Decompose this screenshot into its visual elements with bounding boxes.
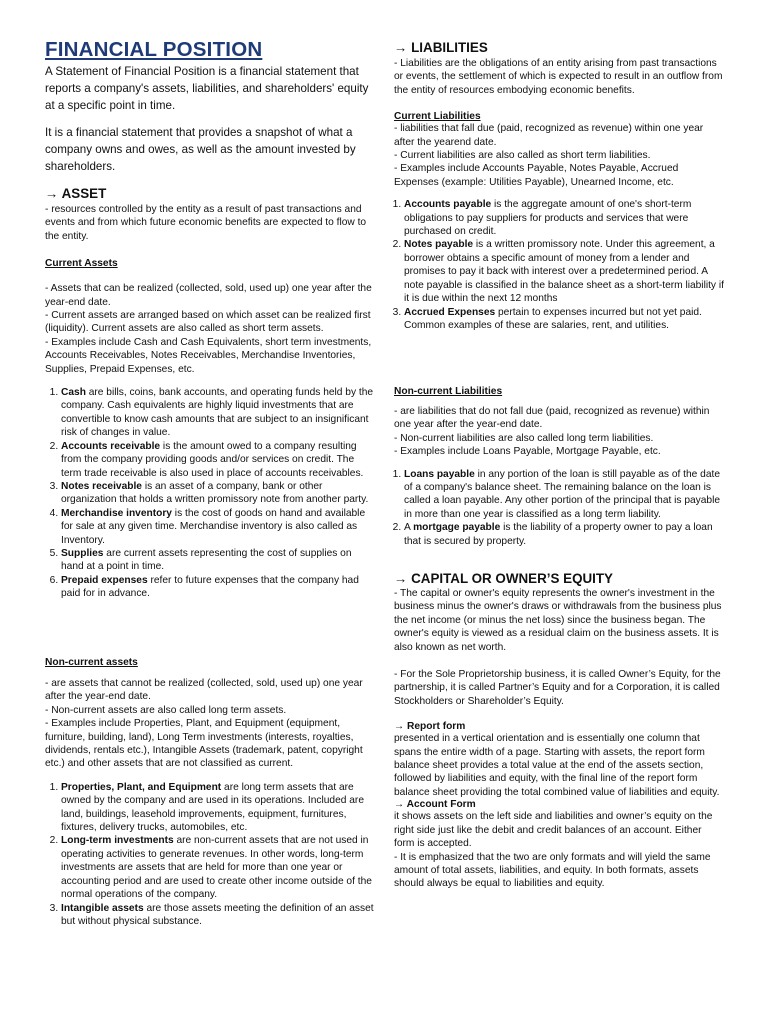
- term: Accounts receivable: [61, 440, 161, 452]
- bullet: - Non-current assets are also called long term assets.: [45, 704, 287, 716]
- bullet: - Examples include Accounts Payable, Notes Payable, Accrued Expenses (example: Utilities Payable), Unearned Income, etc.: [394, 163, 679, 188]
- noncurrent-assets-section: [45, 657, 375, 928]
- liabilities-heading: [394, 40, 724, 55]
- definition: are current assets representing the cost of supplies on hand at a point in time.: [61, 547, 352, 573]
- term: Notes receivable: [61, 480, 142, 492]
- asset-definition: - resources controlled by the entity as a result of past transactions and events and from which future economic benefits are expected to flow to the entity.: [45, 204, 367, 242]
- term: Accounts payable: [404, 199, 492, 211]
- arrow-right-icon: →: [394, 571, 408, 586]
- list-item: [61, 902, 375, 929]
- account-form-text: - It is emphasized that the two are only formats and will yield the same amount of total assets, liabilities, and equity. In both formats, assets should always be equal to liabilities and equity.: [394, 851, 711, 890]
- bullet: - Non-current liabilities are also called long term liabilities.: [394, 432, 654, 444]
- list-item: [404, 468, 724, 522]
- asset-heading: [45, 186, 375, 201]
- noncurrent-liabilities-bullets: [394, 405, 724, 459]
- bullet: - Examples include Loans Payable, Mortgage Payable, etc.: [394, 446, 661, 458]
- intro: [45, 63, 375, 175]
- intro-paragraph: A Statement of Financial Position is a financial statement that reports a company's assets, liabilities, and shareholders' equity at a specific point in time.: [45, 65, 369, 112]
- definition: are bills, coins, bank accounts, and operating funds held by the company. Cash equivalents are highly liquid investments that are convertible to know cash amounts that are subject to an insignificant risk of changes in value.: [61, 387, 374, 439]
- term: Loans payable: [404, 468, 475, 480]
- arrow-right-icon: →: [394, 40, 408, 55]
- term: mortgage payable: [413, 522, 501, 534]
- page-title: FINANCIAL POSITION: [45, 38, 263, 61]
- term: Properties, Plant, and Equipment: [61, 781, 222, 793]
- bullet: - Current assets are arranged based on which asset can be realized first (liquidity). Current assets are also called as short term assets.: [45, 310, 371, 335]
- list-item: [61, 440, 375, 480]
- equity-heading-label: CAPITAL OR OWNER’S EQUITY: [411, 571, 613, 586]
- report-form-heading-label: Report form: [407, 721, 466, 733]
- list-item: [61, 386, 375, 440]
- term: Cash: [61, 387, 86, 399]
- noncurrent-assets-bullets: [45, 677, 375, 771]
- definition: refer to future expenses that the company had paid for in advance.: [61, 574, 359, 600]
- term: Prepaid expenses: [61, 574, 148, 586]
- list-item: [61, 480, 375, 507]
- definition: are those assets meeting the definition of an asset but without physical substance.: [61, 902, 374, 927]
- liabilities-definition: - Liabilities are the obligations of an entity arising from past transactions or events, the settlement of which is expected to result in an outflow from the entity of resources embodying economic benefits.: [394, 58, 723, 96]
- current-assets-bullets: [45, 282, 375, 376]
- bullet: - Assets that can be realized (collected, sold, used up) one year after the year-end date.: [45, 283, 372, 308]
- noncurrent-liabilities-list: [386, 468, 724, 548]
- bullet: - Current liabilities are also called as short term liabilities.: [394, 150, 651, 162]
- equity-forms-note: - For the Sole Proprietorship business, it is called Owner’s Equity, for the partnership, it is called Partner’s Equity and for a Corporation, it is called Stockholders or Shareholder’s Equity.: [394, 669, 721, 707]
- list-item: [404, 198, 724, 238]
- noncurrent-assets-heading: Non-current assets: [45, 657, 138, 668]
- definition: in any portion of the loan is still payable as of the date of a company's balance sheet. The remaining balance on the loan is called a loan payable. Any other portion of the principal that is payable in more than one year is classified as a long term liability.: [404, 468, 721, 520]
- bullet: - liabilities that fall due (paid, recognized as revenue) within one year after the yearend date.: [394, 123, 704, 148]
- equity-definition: - The capital or owner's equity represents the owner's investment in the business minus the owner's draws or withdrawals from the business plus the net income (or minus the net loss) since the business began. The owner's equity is viewed as a residual claim on the business assets. It is also known as net worth.: [394, 588, 722, 653]
- term: Supplies: [61, 547, 104, 559]
- current-liabilities-list: [386, 198, 724, 332]
- term: Notes payable: [404, 239, 474, 251]
- definition: is a written promissory note. Under this agreement, a borrower obtains a specific amount of money from a lender and promises to pay it back with interest over a predetermined period. A note payable is classified in the balance sheet as a short-term liability if it is due within the next 12 months: [404, 239, 724, 305]
- bullet: - Examples include Cash and Cash Equivalents, short term investments, Accounts Receivables, Notes Receivables, Merchandise Inventories, Supplies, Prepaid Expenses, etc.: [45, 336, 372, 375]
- account-form-text: it shows assets on the left side and liabilities and owner’s equity on the right side just like the debit and credit balances of an account. Either form is accepted.: [394, 811, 713, 850]
- term: Accrued Expenses: [404, 306, 496, 318]
- prefix: A: [404, 522, 414, 534]
- list-item: [404, 306, 724, 333]
- definition: is the cost of goods on hand and available for sale at any given time. Merchandise inventory is also called as Inventory.: [61, 507, 366, 546]
- list-item: [61, 781, 375, 835]
- term: Intangible assets: [61, 902, 144, 914]
- noncurrent-assets-list: [43, 781, 375, 928]
- report-form-heading: [394, 721, 724, 732]
- arrow-right-icon: →: [394, 799, 405, 811]
- term: Long-term investments: [61, 835, 174, 847]
- list-item: [404, 238, 724, 305]
- definition: are long term assets that are owned by the company and are used in its operations. Included are land, buildings, leasehold improvements, equipment, furnitures, fixtures, delivery trucks, automobiles, etc.: [61, 781, 364, 834]
- definition: is the liability of a property owner to pay a loan that is secured by property.: [404, 522, 713, 547]
- equity-section: [394, 571, 724, 891]
- asset-section: [45, 186, 375, 601]
- definition: is the aggregate amount of one's short-term obligations to pay suppliers for products and services that were purchased on credit.: [404, 199, 692, 238]
- current-liabilities-bullets: [394, 122, 724, 189]
- term: Merchandise inventory: [61, 507, 172, 519]
- asset-heading-label: ASSET: [61, 186, 107, 201]
- noncurrent-liabilities-section: [394, 386, 724, 548]
- arrow-right-icon: →: [45, 186, 59, 201]
- definition: is the amount owed to a company resulting from the company providing goods and/or services on credit. The term trade receivable is also used in place of accounts receivables.: [61, 440, 364, 479]
- liabilities-section: [394, 40, 724, 332]
- report-form-text: presented in a vertical orientation and is essentially one column that spans the entire width of a page. Starting with assets, the report form balance sheet provides a total value at the end of the assets section, followed by liabilities and equity, with the final line of the report form balance sheet providing the total combined value of liabilities and equity.: [394, 733, 720, 798]
- current-assets-heading: Current Assets: [45, 258, 118, 270]
- account-form-heading-label: Account Form: [406, 799, 476, 811]
- list-item: [61, 574, 375, 601]
- bullet: - Examples include Properties, Plant, and Equipment (equipment, furniture, building, land), Long Term investments (interests, royalties, dividends, rentals etc.), Intangible Assets (trademark, patent, copyright etc.) and other assets that are not classified as current.: [45, 718, 363, 770]
- definition: are non-current assets that are not used in operating activities to generate revenues. In other words, long-term investments are assets that are held for more than one year or accounting period and are used to create other income outside of the normal operations of the company.: [61, 835, 372, 901]
- definition: is an asset of a company, bank or other organization that holds a written promissory note from another party.: [61, 480, 369, 506]
- account-form-heading: [394, 799, 724, 810]
- list-item: [61, 834, 375, 901]
- equity-heading: [394, 571, 724, 586]
- noncurrent-liabilities-heading: Non-current Liabilities: [394, 386, 503, 397]
- list-item: [61, 547, 375, 574]
- bullet: - are liabilities that do not fall due (paid, recognized as revenue) within one year after the year-end date.: [394, 406, 710, 431]
- liabilities-heading-label: LIABILITIES: [411, 40, 488, 55]
- current-liabilities-heading: Current Liabilities: [394, 111, 481, 123]
- bullet: - are assets that cannot be realized (collected, sold, used up) one year after the year-end date.: [45, 678, 363, 703]
- definition: pertain to expenses incurred but not yet paid. Common examples of these are salaries, rent, and utilities.: [404, 306, 702, 331]
- list-item: [404, 521, 724, 548]
- current-assets-list: [43, 386, 375, 601]
- arrow-right-icon: →: [394, 721, 405, 733]
- list-item: [61, 507, 375, 547]
- intro-paragraph: It is a financial statement that provides a snapshot of what a company owns and owes, as well as the amount invested by shareholders.: [45, 126, 356, 173]
